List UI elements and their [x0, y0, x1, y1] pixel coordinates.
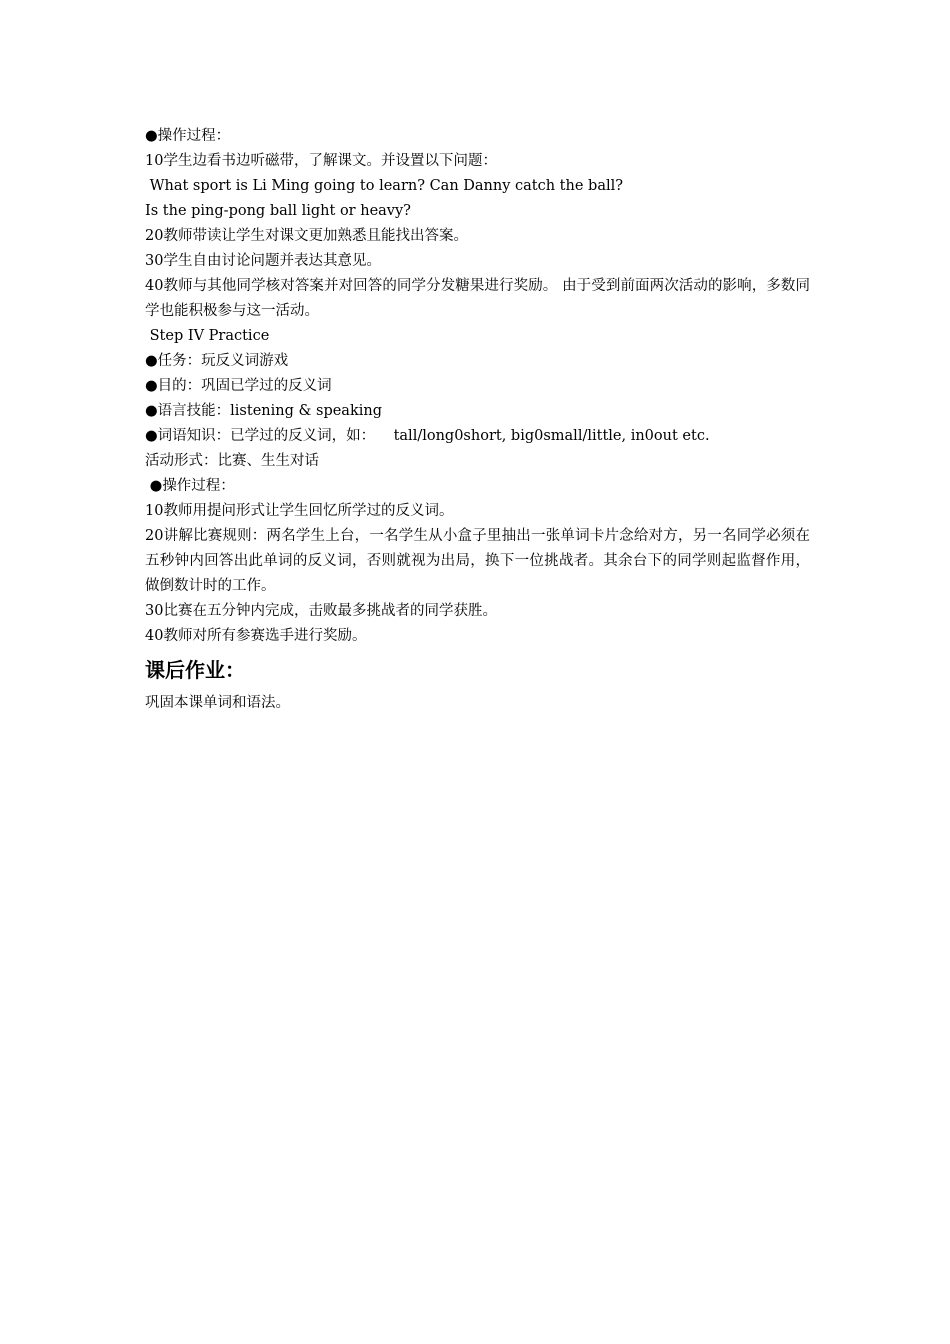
document-page	[145, 124, 810, 716]
paragraph-vocabulary: ●词语知识：已学过的反义词，如： tall/long0short, big0small/little, in0out etc.	[145, 428, 710, 444]
paragraph-activity-form: 活动形式：比赛、生生对话	[145, 453, 319, 469]
paragraph-procedure-heading-2: ●操作过程：	[145, 478, 235, 494]
homework-text: 巩固本课单词和语法。	[145, 695, 290, 711]
paragraph-game-step-2: 20讲解比赛规则：两名学生上台，一名学生从小盒子里抽出一张单词卡片念给对方，另一名同学必须在五秒钟内回答出此单词的反义词，否则就视为出局，换下一位挑战者。其余台下的同学则起监督作用，做倒数计时的工作。	[145, 528, 810, 594]
paragraph-step-1: 10学生边看书边听磁带，了解课文。并设置以下问题：	[145, 153, 497, 169]
paragraph-step-3: 30学生自由讨论问题并表达其意见。	[145, 253, 381, 269]
paragraph-question-2: Is the ping-pong ball light or heavy?	[145, 203, 411, 219]
paragraph-procedure-heading: ●操作过程：	[145, 128, 231, 144]
paragraph-goal: ●目的：巩固已学过的反义词	[145, 378, 332, 394]
paragraph-language-skill: ●语言技能：listening & speaking	[145, 403, 382, 419]
paragraph-step-4: 40教师与其他同学核对答案并对回答的同学分发糖果进行奖励。 由于受到前面两次活动的影响，多数同学也能积极参与这一活动。	[145, 278, 810, 319]
paragraph-step-iv-title: Step IV Practice	[145, 328, 270, 344]
paragraph-game-step-4: 40教师对所有参赛选手进行奖励。	[145, 628, 367, 644]
paragraph-game-step-1: 10教师用提问形式让学生回忆所学过的反义词。	[145, 503, 454, 519]
homework-heading: 课后作业：	[145, 658, 245, 682]
paragraph-step-2: 20教师带读让学生对课文更加熟悉且能找出答案。	[145, 228, 468, 244]
paragraph-question-1: What sport is Li Ming going to learn? Can Danny catch the ball?	[145, 178, 624, 194]
paragraph-game-step-3: 30比赛在五分钟内完成，击败最多挑战者的同学获胜。	[145, 603, 497, 619]
paragraph-task: ●任务：玩反义词游戏	[145, 353, 289, 369]
